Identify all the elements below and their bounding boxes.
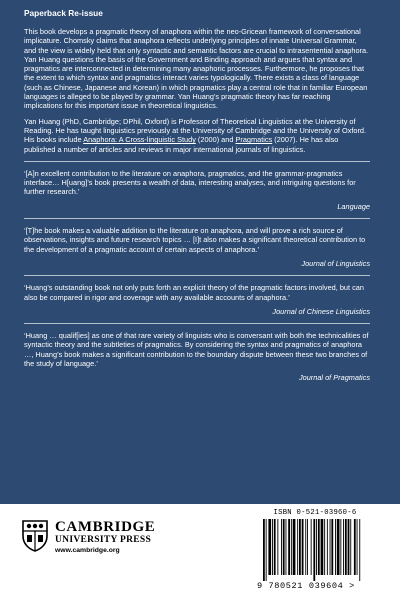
publisher-name: CAMBRIDGE (55, 519, 156, 535)
review-source: Language (337, 201, 370, 211)
isbn-label: ISBN 0-521-03960-6 (273, 509, 357, 517)
review-block (24, 226, 370, 268)
review-quote: ‘Huang … qualif[ies] as one of that rare variety of linguists who is conversant with both the technicalities of syntactic theory and the subtleties of pragmatics. By considering the syntax and pragmatics of anaphora …, Huang’s book makes a significant contribution to the boundary dispute between these two branches of the study of language.’ (24, 331, 369, 369)
review-block (24, 283, 370, 316)
review-block (24, 169, 370, 211)
review-source: Journal of Linguistics (301, 258, 370, 268)
reissue-label: Paperback Re-issue (24, 8, 103, 18)
barcode-block (255, 509, 375, 597)
bio-text-1: Yan Huang (PhD, Cambridge; DPhil, Oxford) is Professor of Theoretical Linguistics at the University of Reading. He has taught linguistics previously at the University of Cambridge and the University of Oxford. His books include (24, 116, 367, 145)
publisher-footer (0, 504, 400, 600)
bio-book-title-1: Anaphora: A Cross-linguistic Study (83, 135, 196, 145)
publisher-press: UNIVERSITY PRESS (55, 535, 152, 545)
barcode-number: 9 780521 039604 > (257, 581, 355, 591)
divider (24, 275, 370, 276)
barcode-icon (255, 519, 375, 581)
divider (24, 323, 370, 324)
review-source: Journal of Chinese Linguistics (272, 306, 370, 316)
bio-book-title-2: Pragmatics (235, 135, 273, 145)
review-source: Journal of Pragmatics (298, 373, 370, 383)
review-quote: ‘[T]he book makes a valuable addition to the literature on anaphora, and will prove a rich source of observations, insights and future research topics … [I]t also makes a significant theoretical contribution to the development of a pragmatic account of certain aspects of anaphora.’ (24, 226, 366, 254)
publisher-logo (22, 520, 155, 555)
author-bio (24, 117, 370, 154)
publisher-url: www.cambridge.org (55, 547, 120, 554)
review-quote: ‘Huang’s outstanding book not only puts forth an explicit theory of the pragmatic factors involved, but can also be compared in rigor and coverage with any available accounts of anaphora.’ (24, 283, 364, 302)
bio-text-3: (2007). He has also published a number of articles and reviews in major international journals of linguistics. (24, 135, 339, 154)
review-quote: ‘[A]n excellent contribution to the literature on anaphora, pragmatics, and the grammar-pragmatics interface… H[uang]’s book presents a wealth of data, interesting analyses, and intriguing questions for further research.’ (24, 168, 356, 197)
divider (24, 218, 370, 219)
divider (24, 161, 370, 162)
crest-icon (22, 520, 48, 552)
review-block (24, 331, 370, 382)
book-description: This book develops a pragmatic theory of anaphora within the neo-Gricean framework of conversational implicature. Chomsky claims that anaphora reflects underlying principles of innate Universal Grammar, and the view is widely held that only syntactic and semantic factors are crucial to intrasentential anaphora. Yan Huang questions the basis of the Government and Binding approach and argues that syntax and pragmatics are interconnected in determining many anaphoric processes. Furthermore, he proposes that the extent to which syntax and pragmatics interact varies typologically. There exists a class of language (such as Chinese, Japanese and Korean) in which pragmatics play a central role that in familiar European languages is alleged to be played by grammar. Yan Huang's pragmatic theory has far reaching implications for this important issue in theoretical linguistics. (24, 27, 369, 111)
bio-text-2: (2000) and (195, 135, 236, 145)
